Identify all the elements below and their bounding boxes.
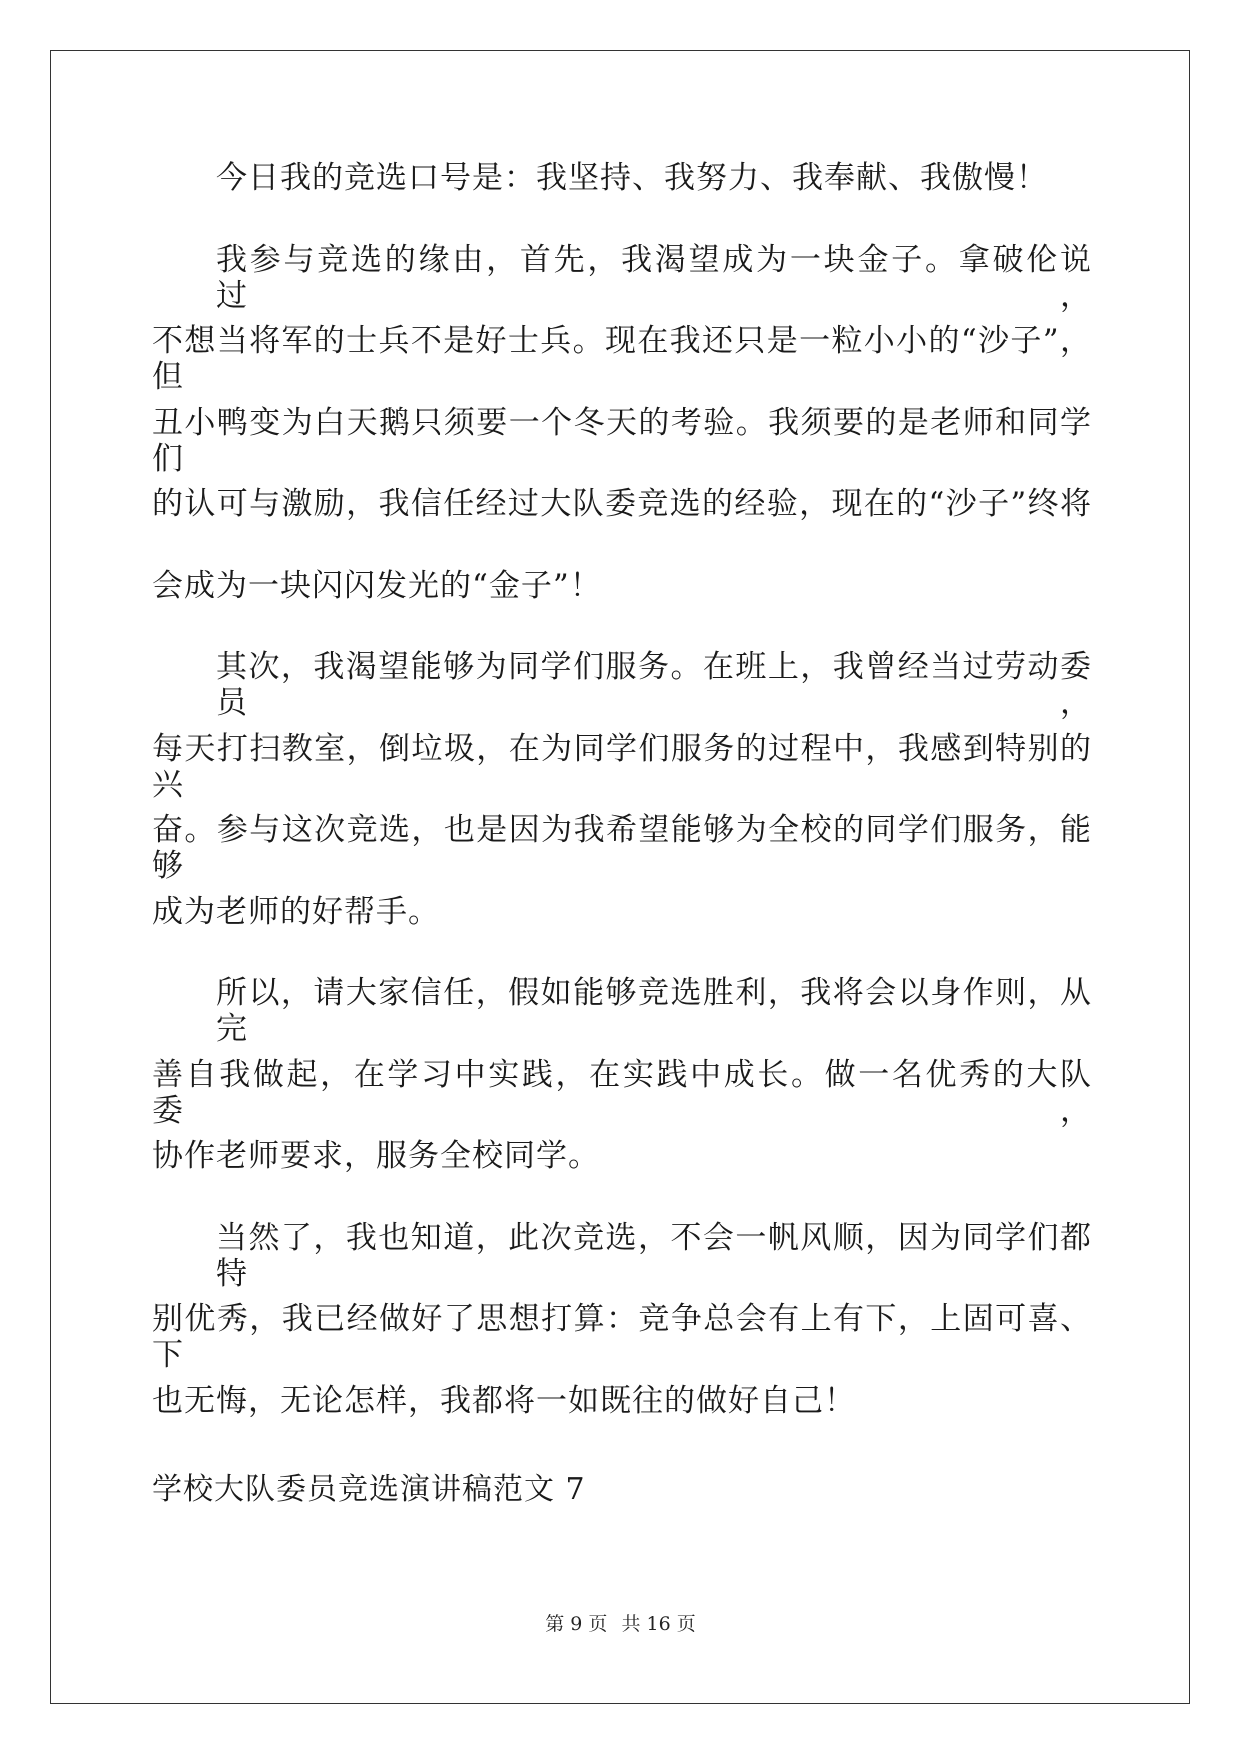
document-body bbox=[152, 160, 1092, 1464]
text-line: 善自我做起，在学习中实践，在实践中成长。做一名优秀的大队委， bbox=[152, 1056, 1092, 1129]
text-line: 也无悔，无论怎样，我都将一如既往的做好自己！ bbox=[152, 1382, 856, 1419]
page-number: 第 9 页 bbox=[545, 1613, 608, 1635]
text-line: 其次，我渴望能够为同学们服务。在班上，我曾经当过劳动委员， bbox=[216, 649, 1092, 721]
text-line: 每天打扫教室，倒垃圾，在为同学们服务的过程中，我感到特别的兴 bbox=[152, 730, 1092, 803]
text-line: 协作老师要求，服务全校同学。 bbox=[152, 1138, 600, 1174]
text-line: 成为老师的好帮手。 bbox=[152, 893, 440, 930]
page-footer bbox=[0, 1612, 1241, 1636]
text-line: 当然了，我也知道，此次竞选，不会一帆风顺，因为同学们都特 bbox=[216, 1219, 1092, 1292]
text-line: 奋。参与这次竞选，也是因为我希望能够为全校的同学们服务，能够 bbox=[152, 812, 1092, 884]
text-line: 我参与竞选的缘由，首先，我渴望成为一块金子。拿破伦说过， bbox=[216, 241, 1092, 314]
text-line: 别优秀，我已经做好了思想打算：竞争总会有上有下，上固可喜、下 bbox=[152, 1301, 1092, 1373]
text-line: 所以，请大家信任，假如能够竞选胜利，我将会以身作则，从完 bbox=[216, 975, 1092, 1047]
page-total: 共 16 页 bbox=[621, 1613, 696, 1635]
text-line: 今日我的竞选口号是：我坚持、我努力、我奉献、我傲慢！ bbox=[216, 160, 1048, 196]
section-title: 学校大队委员竞选演讲稿范文 7 bbox=[152, 1472, 586, 1507]
text-line: 的认可与激励，我信任经过大队委竞选的经验，现在的“沙子”终将 bbox=[152, 486, 1092, 522]
text-line: 会成为一块闪闪发光的“金子”！ bbox=[152, 567, 602, 604]
text-line: 丑小鸭变为白天鹅只须要一个冬天的考验。我须要的是老师和同学们 bbox=[152, 404, 1092, 477]
text-line: 不想当将军的士兵不是好士兵。现在我还只是一粒小小的“沙子”，但 bbox=[152, 323, 1092, 395]
